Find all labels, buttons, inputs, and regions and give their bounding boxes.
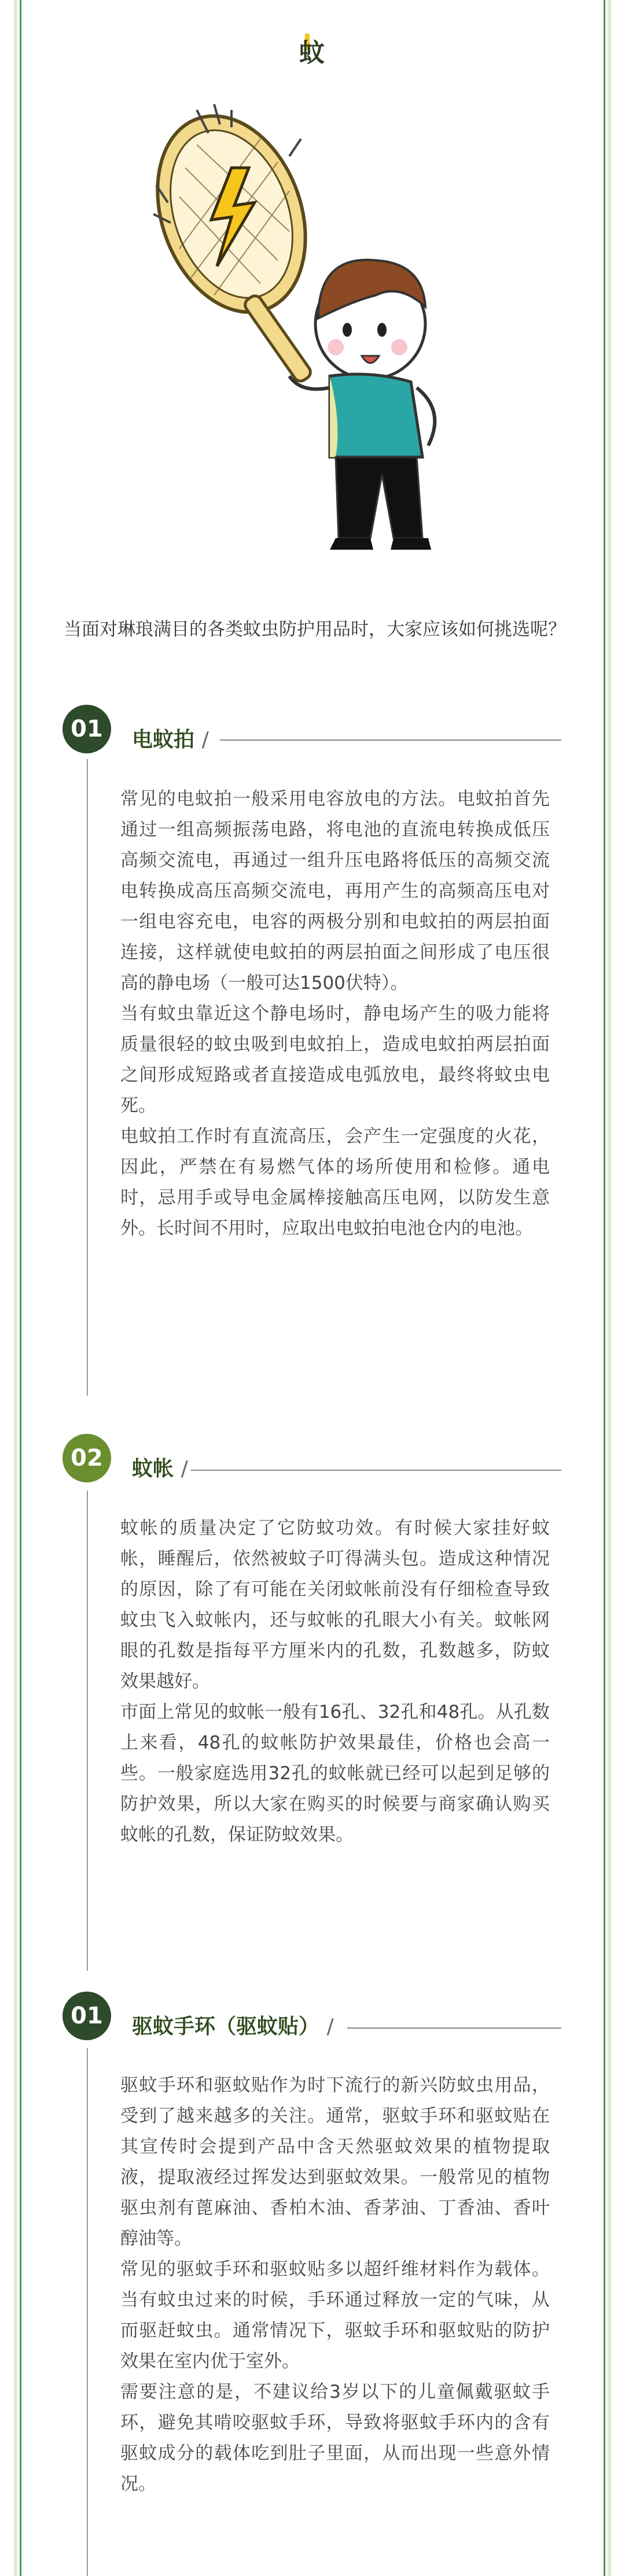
- section-divider: [220, 739, 561, 741]
- paragraph: 蚊帐的质量决定了它防蚊功效。有时候大家挂好蚊帐，睡醒后，依然被蚊子叮得满头包。造成这种情况的原因，除了有可能在关闭蚊帐前没有仔细检查导致蚊虫飞入蚊帐内，还与蚊帐的孔眼大小有关。蚊帐网眼的孔数是指每平方厘米内的孔数，孔数越多，防蚊效果越好。: [120, 1518, 550, 1692]
- paragraph: 常见的电蚊拍一般采用电容放电的方法。电蚊拍首先通过一组高频振荡电路，将电池的直流电转换成低压高频交流电，再通过一组升压电路将低压的高频交流电转换成高压高频交流电，再用产生的高频高压电对一组电容充电，电容的两极分别和电蚊拍的两层拍面连接，这样就使电蚊拍的两层拍面之间形成了电压很高的静电场（一般可达1500伏特）。: [120, 789, 550, 993]
- paragraph: 需要注意的是，不建议给3岁以下的儿童佩戴驱蚊手环，避免其啃咬驱蚊手环，导致将驱蚊手环内的含有驱蚊成分的载体吃到肚子里面，从而出现一些意外情况。: [120, 2382, 550, 2494]
- page-title-wrap: [0, 32, 625, 69]
- section-title-text: 驱蚊手环（驱蚊贴）: [132, 2015, 320, 2038]
- paragraph: 当有蚊虫靠近这个静电场时，静电场产生的吸力能将质量很轻的蚊虫吸到电蚊拍上，造成电蚊拍两层拍面之间形成短路或者直接造成电弧放电，最终将蚊虫电死。: [120, 1003, 550, 1116]
- paragraph: 驱蚊手环和驱蚊贴作为时下流行的新兴防蚊虫用品，受到了越来越多的关注。通常，驱蚊手环和驱蚊贴在其宣传时会提到产品中含天然驱蚊效果的植物提取液，提取液经过挥发达到驱蚊效果。一般常见的植物驱虫剂有蓖麻油、香柏木油、香茅油、丁香油、香叶醇油等。: [120, 2075, 550, 2249]
- section-title: 蚊帐 /: [132, 1457, 188, 1481]
- section-body: [120, 2070, 550, 2500]
- section-number-badge: 01: [62, 705, 111, 753]
- frame-line-right: [604, 0, 605, 2576]
- paragraph: 市面上常见的蚊帐一般有16孔、32孔和48孔。从孔数上来看，48孔的蚊帐防护效果最佳，价格也会高一些。一般家庭选用32孔的蚊帐就已经可以起到足够的防护效果，所以大家在购买的时候要与商家确认购买蚊帐的孔数，保证防蚊效果。: [120, 1702, 550, 1845]
- section-title-text: 蚊帐: [132, 1457, 174, 1481]
- paragraph: 常见的驱蚊手环和驱蚊贴多以超纤维材料作为载体。当有蚊虫过来的时候，手环通过释放一定的气味，从而驱赶蚊虫。通常情况下，驱蚊手环和驱蚊贴的防护效果在室内优于室外。: [120, 2259, 550, 2372]
- section-vertical-line: [87, 1491, 88, 1971]
- section-title: 驱蚊手环（驱蚊贴） /: [132, 2015, 334, 2038]
- section-title-text: 电蚊拍: [132, 728, 195, 752]
- section-number-badge: 01: [62, 1992, 111, 2040]
- section-title: 电蚊拍 /: [132, 728, 209, 752]
- paragraph: 电蚊拍工作时有直流高压，会产生一定强度的火花，因此，严禁在有易燃气体的场所使用和检修。通电时，忌用手或导电金属棒接触高压电网，以防发生意外。长时间不用时，应取出电蚊拍电池仓内的电池。: [120, 1126, 550, 1239]
- frame-border-right: [608, 0, 611, 2576]
- section-body: [120, 784, 550, 1244]
- frame-line-left: [20, 0, 21, 2576]
- section-number-badge: 02: [62, 1434, 111, 1482]
- section-body: [120, 1513, 550, 1850]
- section-divider: [347, 2027, 561, 2029]
- mosquito-swatter-boy-illustration: [145, 98, 469, 561]
- intro-text: 当面对琳琅满目的各类蚊虫防护用品时，大家应该如何挑选呢？: [64, 619, 566, 640]
- section-vertical-line: [87, 759, 88, 1396]
- electric-swatter-icon: [145, 98, 332, 384]
- page-title: 蚊: [299, 38, 326, 68]
- frame-border-left: [14, 0, 17, 2576]
- section-divider: [191, 1470, 561, 1471]
- boy-character: [289, 260, 435, 550]
- section-vertical-line: [87, 2048, 88, 2576]
